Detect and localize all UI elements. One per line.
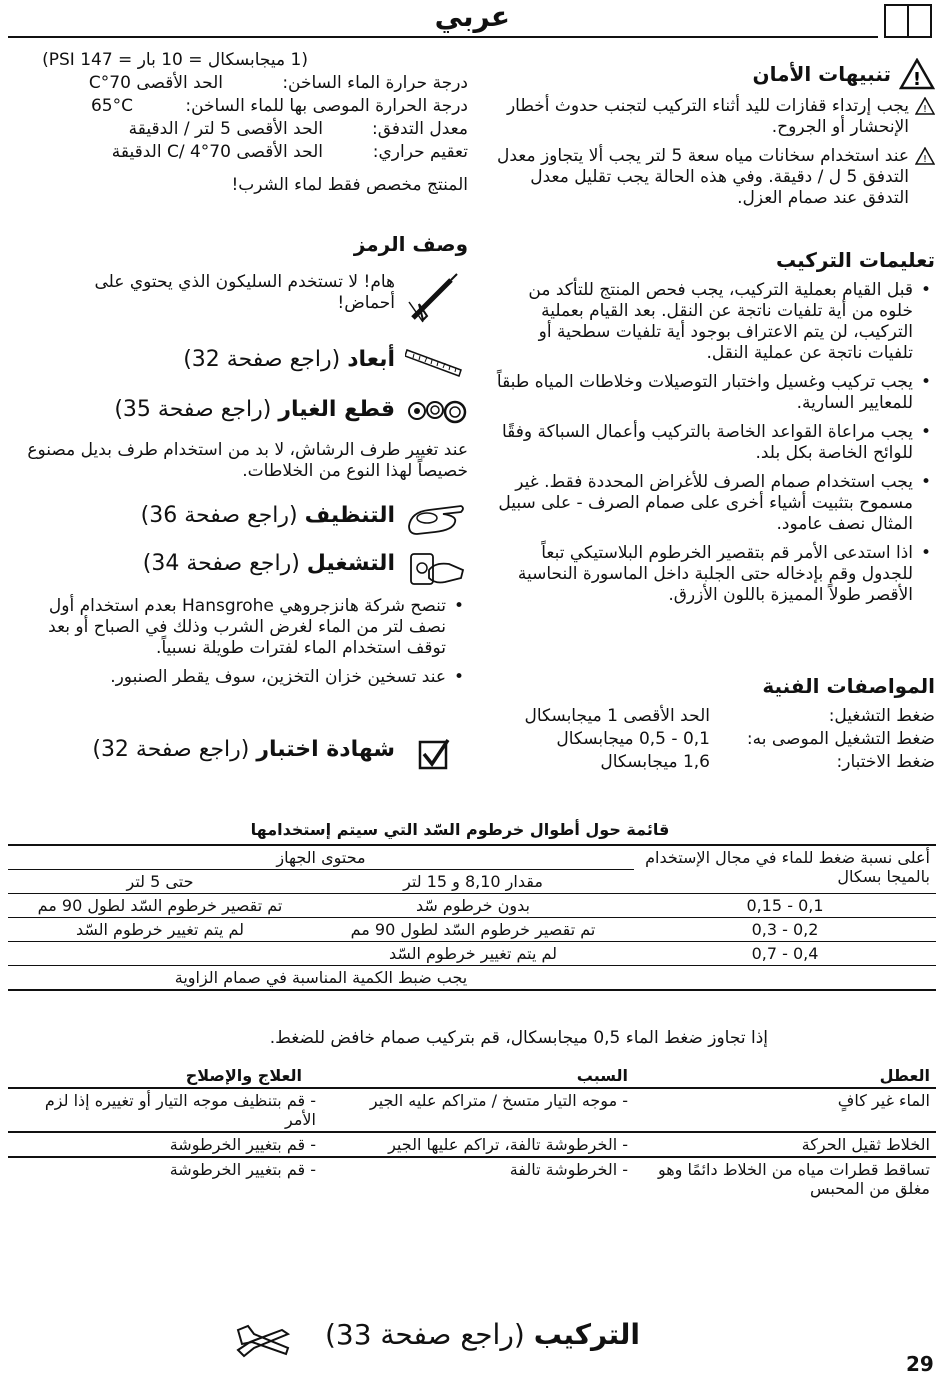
installation-section	[490, 248, 935, 614]
ref-cleaning: التنظيف (راجع صفحة 36)	[140, 503, 395, 528]
col-device-header: محتوى الجهاز	[8, 845, 634, 870]
drinking-note: المنتج مخصص فقط لماء الشرب!	[231, 175, 468, 195]
col-pressure-header: أعلى نسبة ضغط للماء في مجال الإستخدام بالميجا بسكال	[634, 845, 936, 894]
operation-hand-icon	[405, 548, 467, 590]
installation-item: • يجب استخدام صمام الصرف للأغراض المحددة فقط. غير مسموح بتثبيت أشياء أخرى على صمام الصرف - على سبيل المثال نصف عامود.	[490, 472, 913, 535]
ref-operation: التشغيل (راجع صفحة 34)	[142, 551, 395, 576]
installation-item: • يجب تركيب وغسيل واختبار التوصيلات وخلاطات المياه طبقاً للمعايير السارية.	[490, 372, 913, 414]
cleaning-hand-icon	[405, 500, 467, 540]
spec-row: درجة حرارة الماء الساخن: الحد الأقصى 70°C	[88, 73, 468, 93]
spare-parts-icon	[405, 396, 467, 426]
installation-heading: تعليمات التركيب	[775, 248, 935, 272]
subheader-5: حتى 5 لتر	[126, 872, 194, 891]
symbols-heading: وصف الرمز	[353, 232, 468, 256]
table-row: الماء غير كافٍ - موجه التيار متسخ / متراكم عليه الجير - قم بتنظيف موجه التيار أو تغييره إذا لزم الأمر	[8, 1088, 936, 1132]
operation-note: • تنصح شركة هانزجروهي Hansgrohe بعدم استخدام أول نصف لتر من الماء لغرض الشرب وذلك في الصباح أو بعد توقف استخدام الماء لفترات طويلة نسبياً.	[8, 596, 446, 659]
table-row: تساقط قطرات مياه من الخلاط دائمًا وهو مغلق من المحبس - الخرطوشة تالفة - قم بتغيير الخرطوشة	[169, 1160, 930, 1198]
wrench-icon	[232, 1320, 294, 1360]
book-icon	[884, 4, 932, 38]
installation-item: • قبل القيام بعملية التركيب، يجب فحص المنتج للتأكد من خلوه من أية تلفيات ناتجة عن النقل. بعد القيام بعملية التركيب، لن يتم الاعتراف بوجود أية تلفيات سطحية أو تلفيات ناتجة عن عملية النقل.	[490, 280, 913, 364]
spec-row: ضغط التشغيل الموصى به: 0,1 - 0,5 ميجابسكال	[556, 729, 935, 749]
ruler-icon	[405, 344, 463, 378]
checkbox-checked-icon	[418, 738, 450, 770]
svg-text:!: !	[922, 154, 928, 165]
silicone-gun-icon	[405, 272, 460, 324]
safety-section	[490, 58, 935, 217]
operation-notes	[8, 596, 468, 696]
table-row: 0,1 - 0,15 بدون خرطوم سّد تم تقصير خرطوم السّد لطول 90 مم	[8, 894, 936, 918]
hose-table-title: قائمة حول أطوال خرطوم السّد التي سيتم إستخدامها	[250, 820, 670, 839]
col-fault-header: العطل	[879, 1066, 930, 1085]
spec-row: (1 ميجابسكال = 10 بار = 147 PSI)	[42, 50, 308, 70]
safety-heading: تنبيهات الأمان	[752, 62, 891, 86]
symbols-section	[8, 232, 468, 256]
header-rule	[8, 36, 878, 38]
ref-dimensions: أبعاد (راجع صفحة 32)	[183, 347, 395, 372]
installation-item: • يجب مراعاة القواعد الخاصة بالتركيب وأعمال السباكة وفقًا للوائح الخاصة بكل بلد.	[490, 422, 913, 464]
svg-text:!: !	[912, 69, 922, 90]
warning-icon	[915, 147, 935, 165]
specs-section	[480, 674, 935, 775]
table-row: 0,2 - 0,3 تم تقصير خرطوم السّد لطول 90 مم لم يتم تغيير خرطوم السّد	[8, 918, 936, 942]
hose-table	[8, 844, 936, 991]
installation-item: • اذا استدعى الأمر قم بتقصير الخرطوم البلاستيكي تبعاً للجدول وقم بإدخاله حتى الجلبة داخل الماسورة النحاسية الأقصر طولاً المميزة باللون الأزرق.	[490, 543, 913, 606]
operation-note: • عند تسخين خزان التخزين، سوف يقطر الصنبور.	[8, 667, 446, 688]
warning-icon	[915, 97, 935, 115]
subheader-8-15: مقدار 8,10 و 15 لتر	[403, 872, 543, 891]
spec-row: ضغط التشغيل: الحد الأقصى 1 ميجابسكال	[524, 706, 935, 726]
spares-note: عند تغيير طرف الرشاش، لا بد من استخدام طرف بديل مصنوع خصيصاً لهذا النوع من الخلاطات.	[27, 440, 468, 481]
safety-item: ! عند استخدام سخانات مياه سعة 5 لتر يجب ألا يتجاوز معدل التدفق 5 ل / دقيقة. وفي هذه الحالة يجب تقليل معدل التدفق عند صمام العزل.	[490, 146, 935, 209]
table-row: الخلاط ثقيل الحركة - الخرطوشة تالفة، تراكم عليها الجير - قم بتغيير الخرطوشة	[8, 1132, 936, 1157]
specs-heading: المواصفات الفنية	[762, 674, 935, 698]
col-fix-header: العلاج والإصلاح	[185, 1066, 302, 1085]
col-cause-header: السبب	[576, 1066, 628, 1085]
ref-spares: قطع الغيار (راجع صفحة 35)	[114, 397, 395, 422]
page-title: عربي	[434, 0, 510, 33]
spec-row: معدل التدفق: الحد الأقصى 5 لتر / الدقيقة	[128, 119, 468, 139]
pressure-footer-note: إذا تجاوز ضغط الماء 0,5 ميجابسكال، قم بتركيب صمام خافض للضغط.	[269, 1028, 768, 1048]
spec-row: تعقيم حراري: الحد الأقصى 70°C/ 4 الدقيقة	[111, 142, 468, 162]
table-row: يجب ضبط الكمية المناسبة في صمام الزاوية	[8, 966, 936, 991]
spec-row: درجة الحرارة الموصى بها للماء الساخن: 65°C	[90, 96, 468, 116]
ref-test-certificate: شهادة اختبار (راجع صفحة 32)	[92, 737, 395, 762]
page-number: 29	[906, 1352, 934, 1376]
table-row: 0,4 - 0,7 لم يتم تغيير خرطوم السّد	[8, 942, 936, 966]
warning-icon	[899, 58, 935, 90]
safety-item: ! يجب إرتداء قفازات لليد أثناء التركيب لتجنب حدوث أخطار الإنحشار أو الجروح.	[490, 96, 935, 138]
ref-installation: التركيب (راجع صفحة 33)	[324, 1318, 640, 1351]
specs-continued	[8, 50, 468, 196]
trouble-table	[8, 1064, 936, 1200]
svg-text:!: !	[922, 104, 928, 115]
spec-row: ضغط الاختبار: 1,6 ميجابسكال	[600, 752, 935, 772]
silicone-note: هام! لا تستخدم السليكون الذي يحتوي على أحماض!	[94, 272, 395, 313]
